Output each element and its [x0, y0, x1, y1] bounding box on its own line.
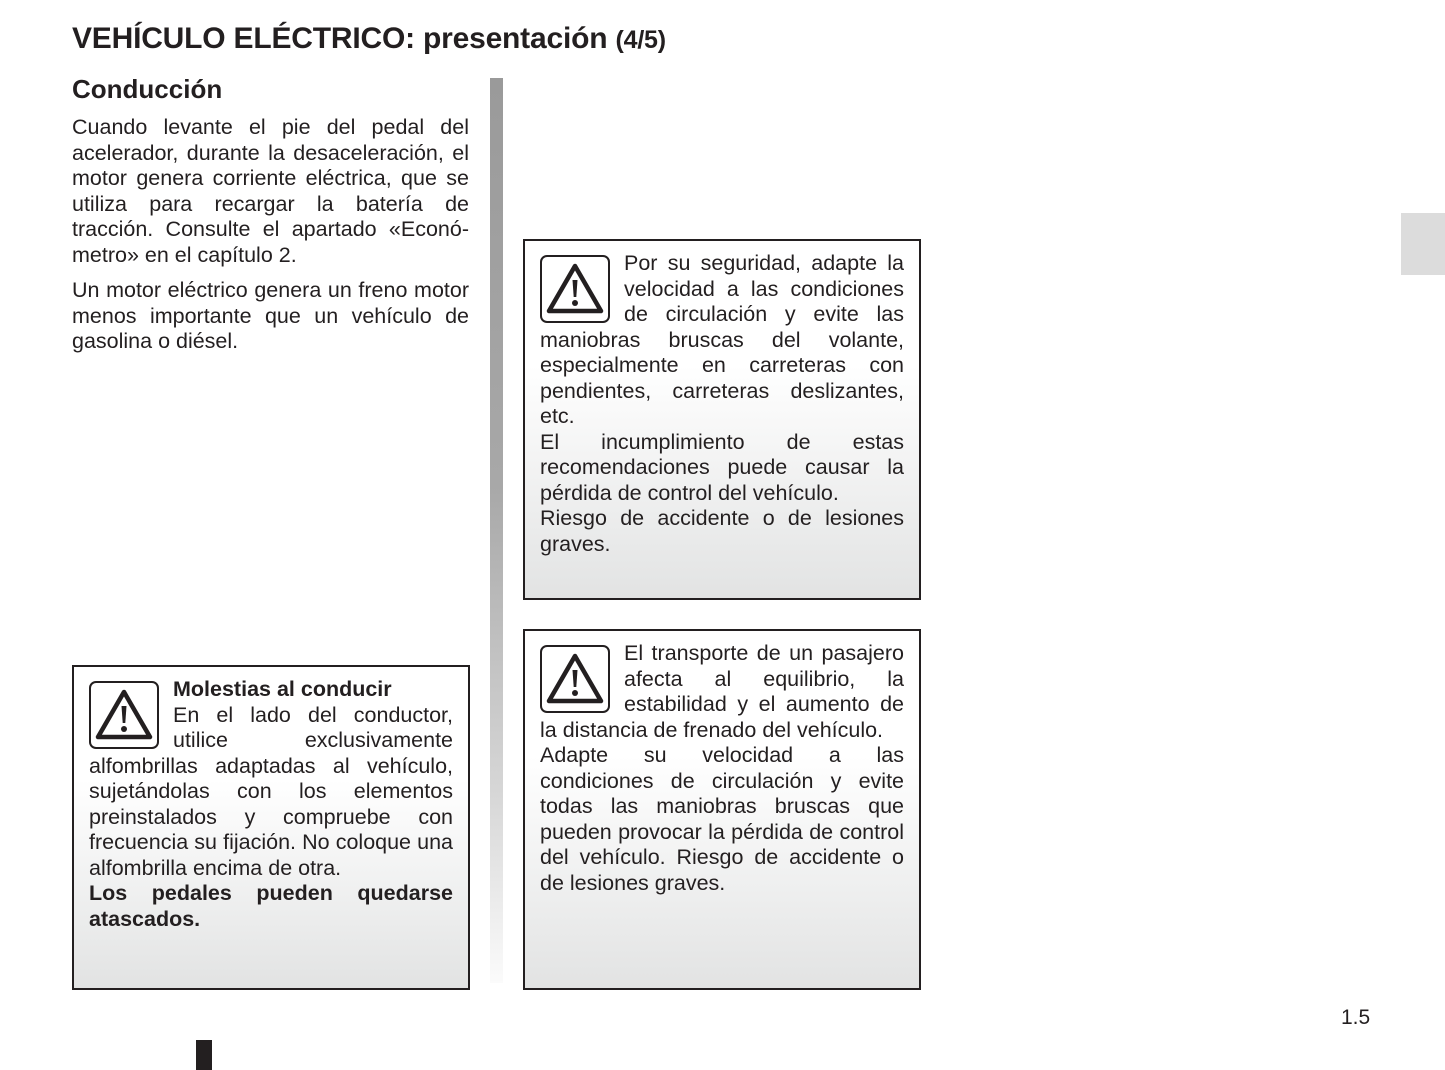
chapter-tab — [1401, 213, 1445, 275]
warning-box-passenger — [523, 629, 921, 990]
warning-body: En el lado del conductor, utilice exclusivamente alfombrillas adaptadas al vehículo, sujetándolas con los elementos preinstalados y compruebe con frecuencia su fijación. No coloque una alfombrilla encima de otra. — [89, 702, 453, 880]
warning-triangle-svg — [95, 689, 153, 741]
paragraph-engine-brake: Un motor eléctrico genera un freno motor menos importante que un vehículo de gasolina o diésel. — [72, 278, 469, 353]
print-mark — [196, 1040, 212, 1070]
column-divider — [490, 78, 503, 983]
warning-triangle-svg — [546, 653, 604, 705]
warning-title: Molestias al conducir — [173, 677, 392, 701]
warning-paragraph: Por su seguridad, adapte la velocidad a las condiciones de circulación y evite las maniobras bruscas del volante, especialmente en carreteras con pendientes, carreteras deslizantes, etc. — [540, 251, 904, 428]
page-title-text: VEHÍCULO ELÉCTRICO: presentación — [72, 22, 608, 55]
warning-triangle-icon — [89, 681, 159, 749]
warning-triangle-icon — [540, 255, 610, 323]
warning-paragraph: Riesgo de accidente o de lesiones graves. — [540, 506, 904, 556]
warning-paragraph: El transporte de un pasajero afecta al equilibrio, la estabilidad y el aumento de la distancia de frenado del vehículo. — [540, 641, 904, 742]
warning-emphasis: Los pedales pueden quedarse atascados. — [89, 881, 453, 931]
warning-box-speed — [523, 239, 921, 600]
warning-paragraph: El incumplimiento de estas recomendaciones puede causar la pérdida de control del vehículo. — [540, 429, 904, 505]
warning-box-floor-mats — [72, 665, 470, 990]
section-body — [72, 115, 469, 365]
warning-paragraph: Adapte su velocidad a las condiciones de circulación y evite todas las maniobras bruscas que pueden provocar la pérdida de control del vehículo. Riesgo de accidente o de lesiones graves. — [540, 743, 904, 895]
section-heading: Conducción — [72, 74, 223, 104]
warning-triangle-icon — [540, 645, 610, 713]
warning-triangle-svg — [546, 263, 604, 315]
page-title — [72, 22, 666, 56]
page-number: 1.5 — [1341, 1006, 1371, 1029]
paragraph-regeneration: Cuando levante el pie del pedal del acelerador, durante la desaceleración, el motor genera corriente eléctrica, que se utiliza para recargar la batería de tracción. Consulte el apartado «Económetro» en el capítulo 2. — [72, 115, 469, 267]
page-title-part: (4/5) — [615, 26, 666, 54]
